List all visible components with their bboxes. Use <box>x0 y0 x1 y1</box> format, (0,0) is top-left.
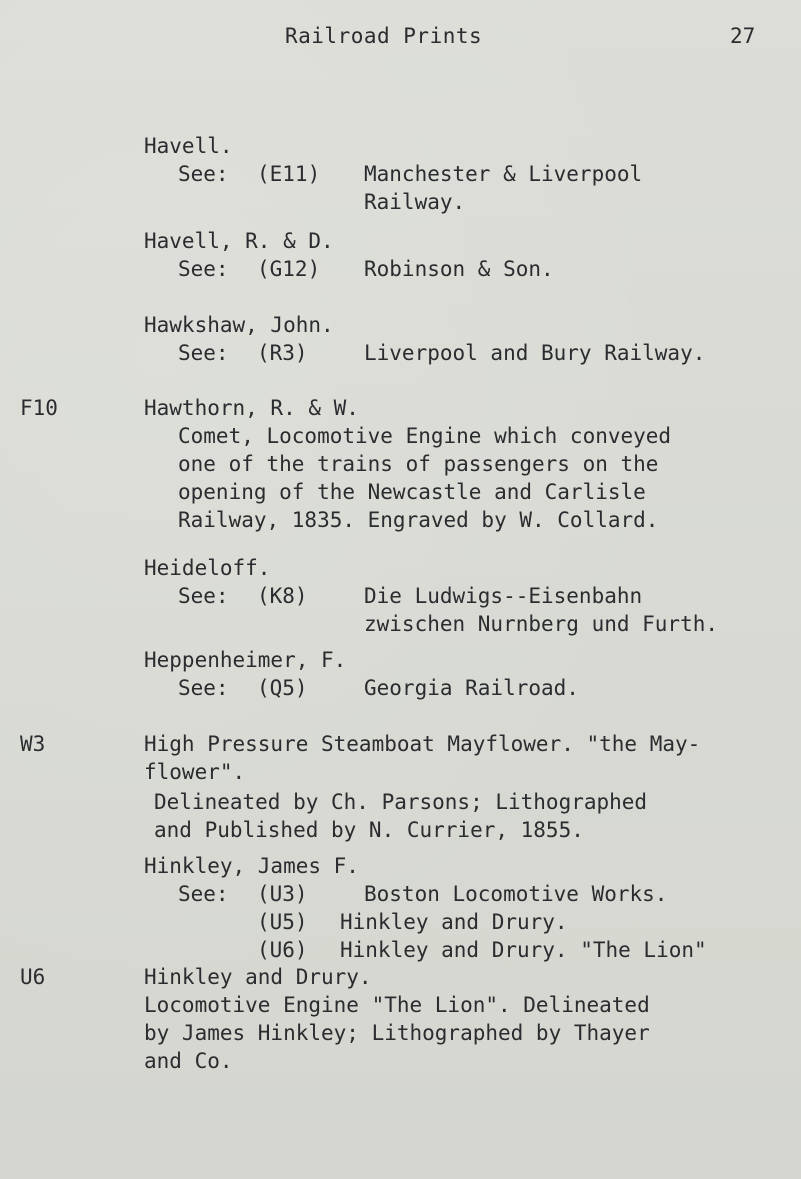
entry-description-line: by James Hinkley; Lithographed by Thayer <box>144 1021 650 1045</box>
see-label: See: <box>178 257 229 281</box>
see-label: See: <box>178 882 229 906</box>
entry-description-line: and Published by N. Currier, 1855. <box>154 818 584 842</box>
entry-description-line: Locomotive Engine "The Lion". Delineated <box>144 993 650 1017</box>
entry-name: Hinkley, James F. <box>144 854 359 878</box>
cross-reference-title: Manchester & Liverpool <box>364 162 643 186</box>
entry-description-line: and Co. <box>144 1049 233 1073</box>
entry-description-line: Comet, Locomotive Engine which conveyed <box>178 424 672 448</box>
entry-description-line: flower". <box>144 760 246 784</box>
cross-reference-continuation: Railway. <box>364 190 466 214</box>
cross-reference-code: (U3) <box>257 882 308 906</box>
entry-description-line: opening of the Newcastle and Carlisle <box>178 480 646 504</box>
entry-code: U6 <box>20 965 46 989</box>
entry-name: Havell. <box>144 134 233 158</box>
entry-description-line: one of the trains of passengers on the <box>178 452 659 476</box>
cross-reference-code: (R3) <box>257 341 308 365</box>
entry-name: Hinkley and Drury. <box>144 965 372 989</box>
entry-description-line: Railway, 1835. Engraved by W. Collard. <box>178 508 659 532</box>
entry-code: W3 <box>20 732 46 756</box>
entry-name: Hawthorn, R. & W. <box>144 396 359 420</box>
see-label: See: <box>178 162 229 186</box>
cross-reference-code: (K8) <box>257 584 308 608</box>
see-label: See: <box>178 676 229 700</box>
entry-name: Hawkshaw, John. <box>144 313 334 337</box>
entry-name: Havell, R. & D. <box>144 229 334 253</box>
cross-reference-code: (G12) <box>257 257 321 281</box>
entry-code: F10 <box>20 396 58 420</box>
cross-reference-title: Boston Locomotive Works. <box>364 882 668 906</box>
page-number: 27 <box>730 24 756 48</box>
cross-reference-title: Hinkley and Drury. "The Lion" <box>340 938 707 962</box>
cross-reference-code: (E11) <box>257 162 321 186</box>
cross-reference-code: (U5) <box>257 910 308 934</box>
entry-description-line: Delineated by Ch. Parsons; Lithographed <box>154 790 648 814</box>
page-header-title: Railroad Prints <box>285 24 483 48</box>
entry-name: High Pressure Steamboat Mayflower. "the May- <box>144 732 701 756</box>
cross-reference-code: (Q5) <box>257 676 308 700</box>
cross-reference-continuation: zwischen Nurnberg und Furth. <box>364 612 719 636</box>
cross-reference-title: Liverpool and Bury Railway. <box>364 341 706 365</box>
see-label: See: <box>178 584 229 608</box>
cross-reference-title: Georgia Railroad. <box>364 676 579 700</box>
cross-reference-title: Robinson & Son. <box>364 257 554 281</box>
entry-name: Heideloff. <box>144 556 271 580</box>
cross-reference-title: Hinkley and Drury. <box>340 910 568 934</box>
entry-name: Heppenheimer, F. <box>144 648 347 672</box>
cross-reference-title: Die Ludwigs--Eisenbahn <box>364 584 643 608</box>
see-label: See: <box>178 341 229 365</box>
cross-reference-code: (U6) <box>257 938 308 962</box>
